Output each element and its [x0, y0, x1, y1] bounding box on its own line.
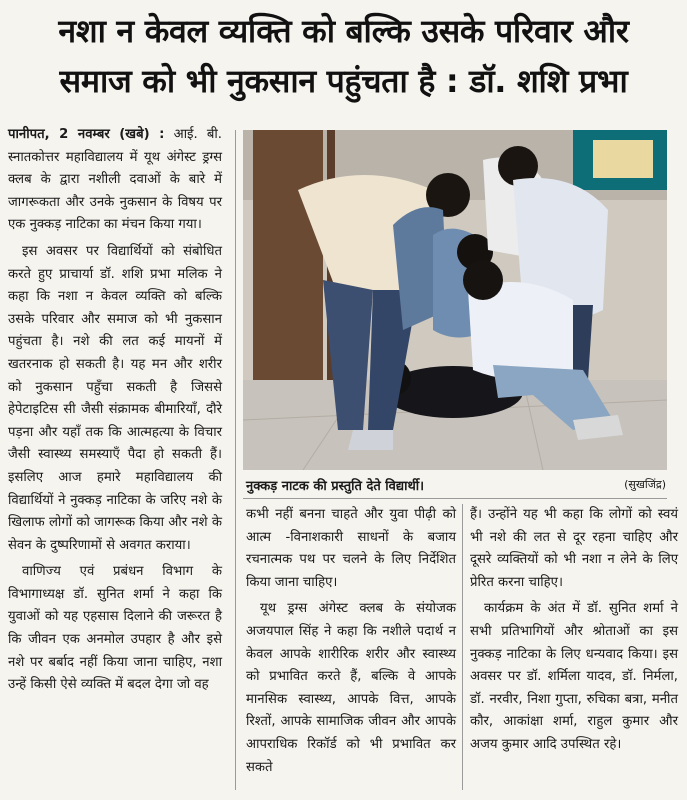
street-play-photo: [243, 130, 667, 470]
headline-line-2: समाज को भी नुकसान पहुंचता है : डॉ. शशि प्रभा: [59, 62, 628, 100]
article-column-2: [246, 504, 456, 783]
headline-line-1: नशा न केवल व्यक्ति को बल्कि उसके परिवार और: [58, 12, 629, 50]
photo-caption: नुक्कड़ नाटक की प्रस्तुति देते विद्यार्थी।: [246, 479, 425, 494]
caption-rule: [243, 498, 667, 499]
article-paragraph: इस अवसर पर विद्यार्थियों को संबोधित करते हुए प्राचार्या डॉ. शशि प्रभा मलिक ने कहा कि नशा न केवल व्यक्ति को बल्कि उसके परिवार और समाज को भी नुकसान पहुंचता है। नशे की लत कई मायनों में खतरनाक हो सकती है। यह मन और शरीर को नुकसान पहुँचा सकती है जिससे हेपेटाइटिस सी जैसी संक्रामक बीमारियाँ, दौरे पड़ना और यहाँ तक कि आत्महत्या के विचार जैसी स्वास्थ्य समस्याएँ पैदा हो सकती हैं। इसलिए आज हमारे महाविद्यालय की विद्यार्थियों ने नुक्कड़ नाटिका के जरिए नशे के खिलाफ लोगों को जागरूक किया और नशे के सेवन के दुष्परिणामों से अवगत कराया।: [8, 243, 222, 553]
article-paragraph: कभी नहीं बनना चाहते और युवा पीढ़ी को आत्म -विनाशकारी साधनों के बजाय रचनात्मक पथ पर चलने के लिए निर्देशित किया जाना चाहिए।: [246, 507, 456, 590]
photo-credit: (सुखजिंद्र): [624, 478, 666, 491]
news-photo: [243, 130, 667, 470]
column-divider: [462, 504, 463, 790]
article-paragraph: कार्यक्रम के अंत में डॉ. सुनित शर्मा ने सभी प्रतिभागियों और श्रोताओं का इस नुक्कड़ नाटिका के लिए धन्यवाद किया। इस अवसर पर डॉ. शर्मिला यादव, डॉ. निर्मला, डॉ. नरवीर, निशा गुप्ता, रुचिका बत्रा, मनीत कौर, आकांक्षा शर्मा, राहुल कुमार और अजय कुमार आदि उपस्थित रहे।: [470, 601, 678, 752]
article-column-3: [470, 504, 678, 761]
article-paragraph: यूथ ड्रग्स अंगेस्ट क्लब के संयोजक अजयपाल सिंह ने कहा कि नशीले पदार्थ न केवल आपके शारीरिक शरीर और स्वास्थ्य को प्रभावित करते हैं, बल्कि वे आपके मानसिक स्वास्थ्य, आपके वित्त, आपके रिश्तों, आपके सामाजिक जीवन और आपके आपराधिक रिकॉर्ड को भी प्रभावित कर सकते: [246, 601, 456, 775]
column-divider: [235, 130, 236, 790]
headline: [0, 6, 687, 106]
article-column-1: [8, 124, 222, 701]
photo-caption-bar: [246, 476, 666, 496]
article-paragraph: हैं। उन्होंने यह भी कहा कि लोगों को स्वयं भी नशे की लत से दूर रहना चाहिए और दूसरे व्यक्तियों को भी नशा न लेने के लिए प्रेरित करना चाहिए।: [470, 507, 678, 590]
article-paragraph: पानीपत, 2 नवम्बर (खबे) : आई. बी. स्नातकोत्तर महाविद्यालय में यूथ अंगेस्ट ड्रग्स क्लब के द्वारा नशीली दवाओं के बारे में जागरूकता और उनके नुकसान के विषय पर एक नुक्कड़ नाटिका का मंचन किया गया।: [8, 127, 222, 233]
article-paragraph: वाणिज्य एवं प्रबंधन विभाग के विभागाध्यक्ष डॉ. सुनित शर्मा ने कहा कि युवाओं को यह एहसास दिलाने की जरूरत है कि जीवन एक अनमोल उपहार है और इसे नशे पर बर्बाद नहीं किया जाना चाहिए, नशा उन्हें किसी ऐसे व्यक्ति में बदल देगा जो वह: [8, 564, 222, 693]
dateline: पानीपत, 2 नवम्बर (खबे) :: [8, 127, 165, 142]
